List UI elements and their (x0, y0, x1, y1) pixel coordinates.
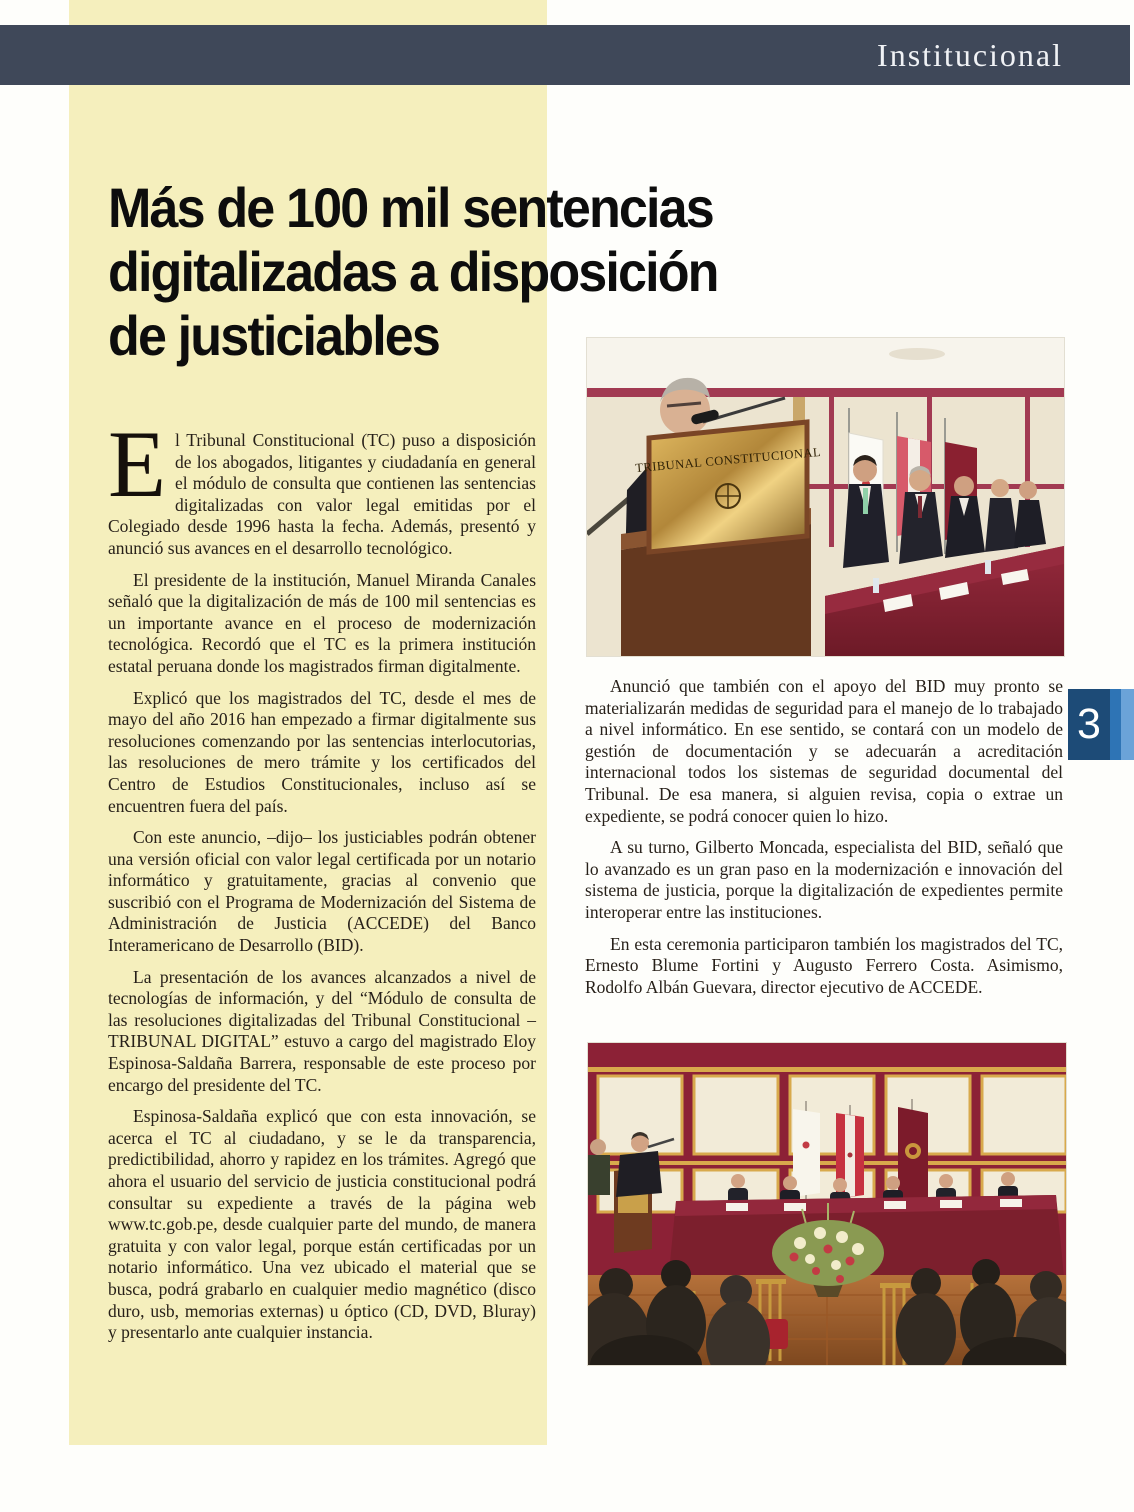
tie (918, 496, 922, 518)
wall-panels (598, 1076, 1066, 1212)
section-header-bar (0, 25, 1130, 85)
peru-emblem-icon (848, 1153, 853, 1158)
paragraph-5: La presentación de los avances alcanzados a nivel de tecnologías de información, y del “Módulo de consulta de las resoluciones digitalizadas del Tribunal Constitucional – TRIBUNAL DIGITAL” estuvo a cargo del magistrado Eloy Espinosa-Saldaña Barrera, responsable de este proceso por encargo del presidente del TC. (108, 966, 536, 1095)
ceiling-light (889, 348, 945, 360)
paragraph-6: Espinosa-Saldaña explicó que con esta innovación, se acerca el TC al ciudadano, y se le da transparencia, predictibilidad, ahorro y rapidez en los trámites. Agregó que ahora el usuario del servicio de justicia constitucional podrá consultar su expediente a través de la página web www.tc.gob.pe, desde cualquier parte del mundo, de manera gratuita y con valor legal, porque están certificadas por un notario informático. Una vez ubicado el material que se busca, podrá grabarlo en cualquier medio magnético (disco duro, usb, memorias externas) u óptico (CD, DVD, Bluray) y presentarlo ante cualquier instancia. (108, 1106, 536, 1343)
water-glass (873, 578, 879, 593)
accede-flag (793, 1109, 820, 1197)
paragraph-9: En esta ceremonia participaron también los magistrados del TC, Ernesto Blume Fortini y Augusto Ferrero Costa. Asimismo, Rodolfo Albán Guevara, director ejecutivo de ACCEDE. (585, 933, 1063, 997)
page-tab-stripe-mid (1110, 689, 1121, 760)
name-card (884, 1201, 906, 1209)
paragraph-1 (108, 411, 536, 560)
section-label: Institucional (877, 36, 1063, 73)
paragraph-4: Con este anuncio, –dijo– los justiciables podrán obtener una versión oficial con valor legal certificada por un notario informático y gratuitamente, gracias al convenio que suscribió con el Programa de Modernización del Sistema de Administración de Justicia (ACCEDE) del Banco Interamericano de Desarrollo (BID). (108, 827, 536, 956)
official-head (954, 476, 974, 496)
gold-beam (588, 1161, 1066, 1165)
dropcap-letter: E (108, 411, 167, 517)
paragraph-8: A su turno, Gilberto Moncada, especialista del BID, señaló que lo avanzado es un gran paso en la modernización e innovación del sistema de justicia, porque la digitalización de expedientes permite interoperar entre las instituciones. (585, 837, 1063, 922)
article-title-line-3: de justiciables (108, 304, 440, 367)
speaker-suit (616, 1151, 662, 1197)
paragraph-2: El presidente de la institución, Manuel Miranda Canales señaló que la digitalización de más de 100 mil sentencias es un importante avance en el proceso de modernización tecnológica. Recordó que el TC es la primera institución estatal peruana donde los magistrados firman digitalmente. (108, 569, 536, 676)
official-head (1019, 481, 1037, 499)
page-number: 3 (1068, 689, 1110, 760)
photo-podium-illustration (587, 338, 1064, 656)
attendee-body (588, 1155, 610, 1195)
name-card (1000, 1199, 1022, 1207)
photo-audience-illustration (588, 1043, 1066, 1365)
plaque-text: TRIBUNAL CONSTITUCIONAL (634, 444, 822, 476)
official-head (991, 479, 1009, 497)
water-glass (985, 560, 991, 574)
accede-logo-icon (803, 1142, 810, 1149)
page-number-tab (1068, 689, 1134, 760)
paragraph-7: Anunció que también con el apoyo del BID muy pronto se materializarán medidas de seguridad para el manejo de lo trabajado a nivel informático. En ese sentido, se contará con un modelo de gestión de documentación y se adecuarán a acreditación internacional todos los sistemas de seguridad documental del Tribunal. De esa manera, si alguien revisa, copia o extrae un expediente, se podrá conocer quien lo hizo. (585, 676, 1063, 826)
paragraph-3: Explicó que los magistrados del TC, desde el mes de mayo del año 2016 han empezado a firmar digitalmente sus resoluciones comenzando por las sentencias interlocutorias, las resoluciones de mero trámite y los certificados del Centro de Estudios Constitucionales, incluso así se encuentren fuera del país. (108, 687, 536, 816)
name-card (940, 1200, 962, 1208)
wall-beam (587, 388, 1064, 397)
green-tie (863, 488, 868, 514)
name-card (726, 1203, 748, 1211)
tc-emblem-core (909, 1147, 917, 1155)
article-title-line-2: digitalizadas a disposición (108, 240, 718, 303)
article-title-line-1: Más de 100 mil sentencias (108, 176, 713, 239)
gold-beam (588, 1067, 1066, 1072)
wall-stud (829, 397, 834, 547)
article-left-column (108, 411, 536, 1354)
article-right-column (585, 676, 1063, 1008)
photo-ceremony-audience (588, 1043, 1066, 1365)
attendee-head (590, 1139, 606, 1155)
page-tab-stripe-light (1121, 689, 1134, 760)
ceiling (587, 338, 1064, 388)
paragraph-1-text: l Tribunal Constitucional (TC) puso a disposición de los abogados, litigantes y ciudadanía en general el módulo de consulta que contienen las sentencias digitalizadas con valor legal emitidas por el Colegiado desde 1996 hasta la fecha. Además, presentó y anunció sus avances en el desarrollo tecnológico. (108, 430, 536, 558)
photo-podium-ceremony (587, 338, 1064, 656)
